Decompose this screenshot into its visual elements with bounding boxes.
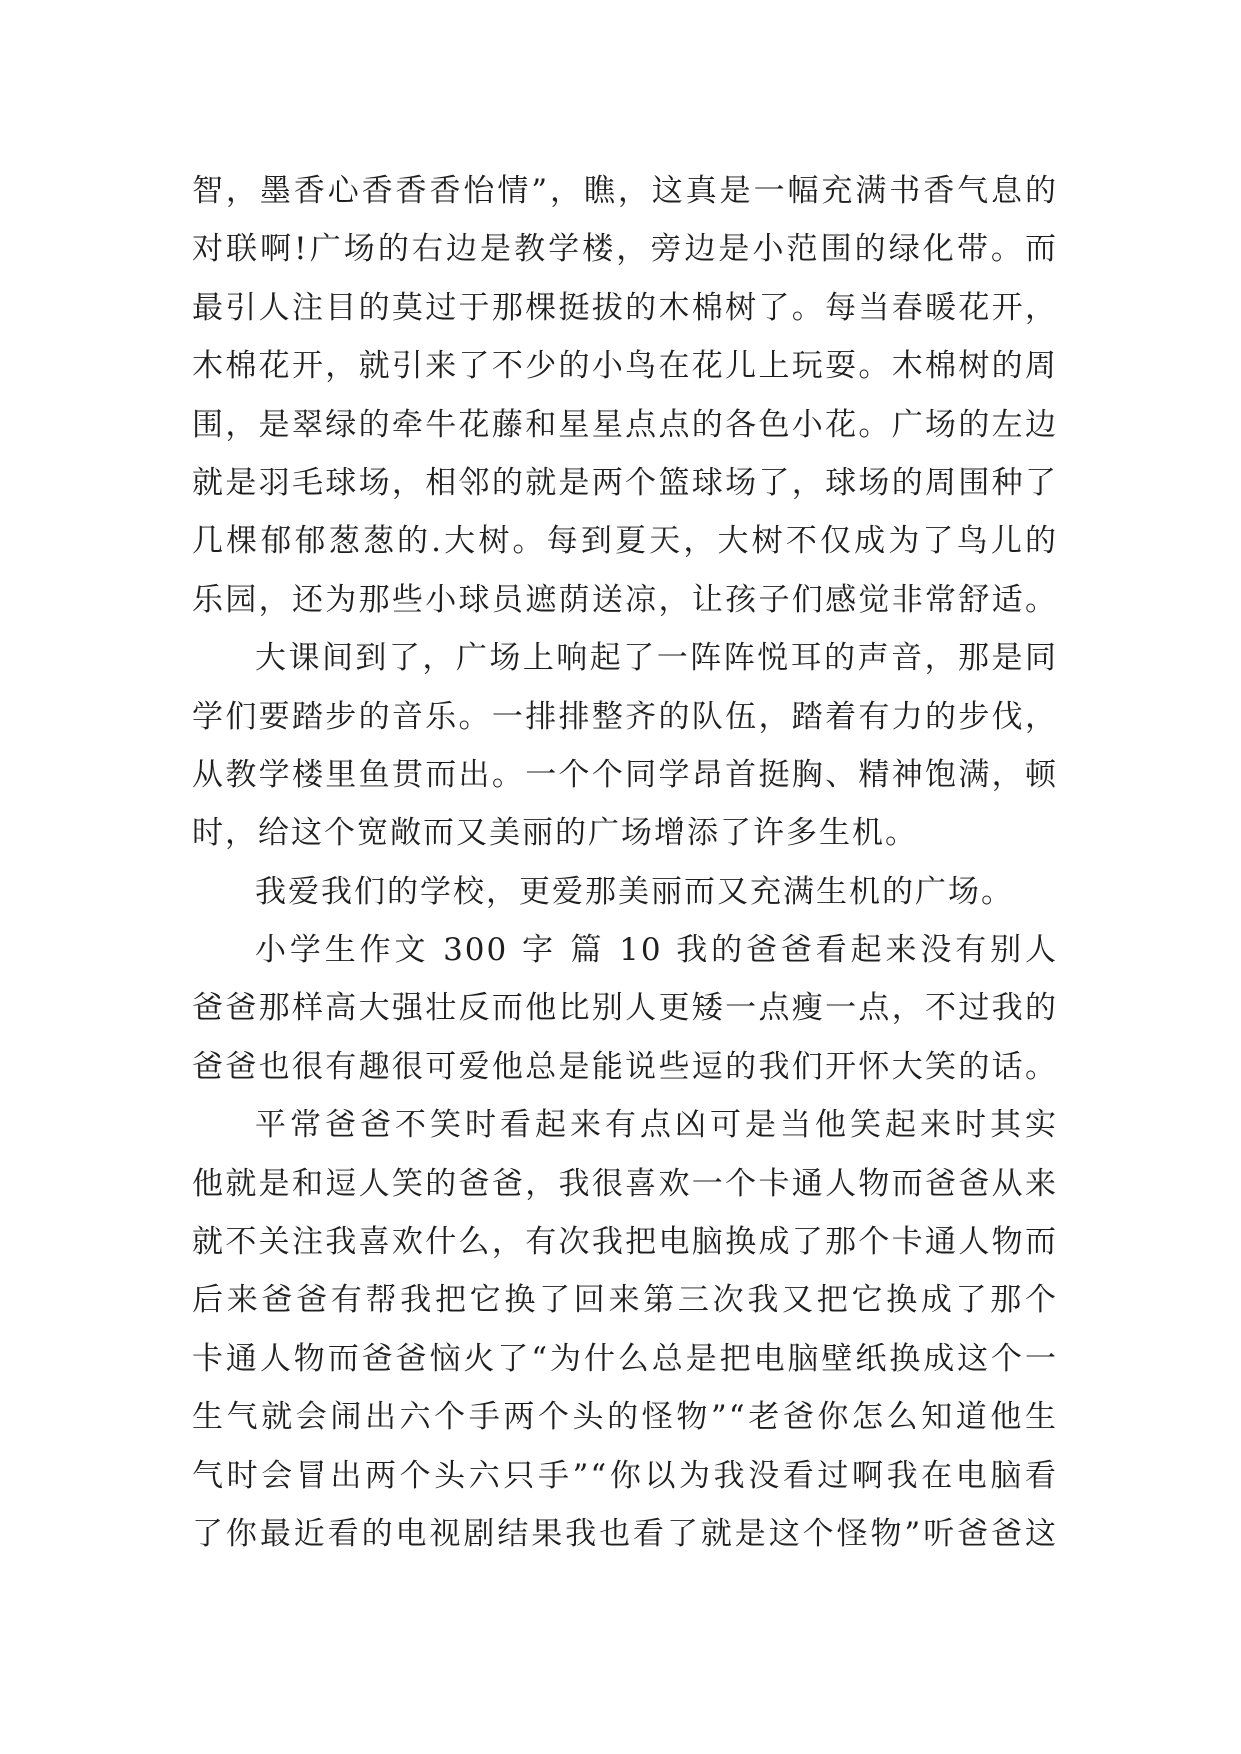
paragraph-start-line: 平常爸爸不笑时看起来有点凶可是当他笑起来时其实 — [255, 1107, 1058, 1144]
section-heading-line: 小学生作文 300 字 篇 10 我的爸爸看起来没有别人 — [255, 932, 1058, 969]
text-line: 从教学楼里鱼贯而出。一个个同学昂首挺胸、精神饱满，顿 — [192, 756, 1058, 793]
paragraph-start-line: 大课间到了，广场上响起了一阵阵悦耳的声音，那是同 — [255, 640, 1058, 677]
text-line: 就是羽毛球场，相邻的就是两个篮球场了，球场的周围种了 — [192, 464, 1058, 501]
text-line: 几棵郁郁葱葱的.大树。每到夏天，大树不仅成为了鸟儿的 — [192, 523, 1058, 560]
paragraph-end-line: 时，给这个宽敞而又美丽的广场增添了许多生机。 — [192, 815, 918, 852]
text-line: 了你最近看的电视剧结果我也看了就是这个怪物”听爸爸这 — [192, 1515, 1058, 1552]
text-line: 他就是和逗人笑的爸爸，我很喜欢一个卡通人物而爸爸从来 — [192, 1165, 1058, 1202]
paragraph-single-line: 我爱我们的学校，更爱那美丽而又充满生机的广场。 — [255, 873, 1014, 910]
text-line: 围，是翠绿的牵牛花藤和星星点点的各色小花。广场的左边 — [192, 406, 1058, 443]
text-line: 生气就会闹出六个手两个头的怪物”“老爸你怎么知道他生 — [192, 1399, 1058, 1436]
text-line: 木棉花开，就引来了不少的小鸟在花儿上玩耍。木棉树的周 — [192, 348, 1058, 385]
text-line: 智，墨香心香香香怡情”，瞧，这真是一幅充满书香气息的 — [192, 173, 1058, 209]
text-line: 后来爸爸有帮我把它换了回来第三次我又把它换成了那个 — [192, 1282, 1058, 1319]
essay-text — [192, 162, 1058, 1563]
text-line: 乐园，还为那些小球员遮荫送凉，让孩子们感觉非常舒适。 — [192, 581, 1058, 618]
text-line: 卡通人物而爸爸恼火了“为什么总是把电脑壁纸换成这个一 — [192, 1340, 1058, 1377]
text-line: 就不关注我喜欢什么，有次我把电脑换成了那个卡通人物而 — [192, 1224, 1058, 1261]
text-line: 爸爸那样高大强壮反而他比别人更矮一点瘦一点，不过我的 — [192, 990, 1058, 1027]
text-line: 学们要踏步的音乐。一排排整齐的队伍，踏着有力的步伐， — [192, 698, 1058, 735]
text-line: 爸爸也很有趣很可爱他总是能说些逗的我们开怀大笑的话。 — [192, 1048, 1058, 1085]
text-line: 对联啊!广场的右边是教学楼，旁边是小范围的绿化带。而 — [192, 231, 1058, 268]
text-line: 最引人注目的莫过于那棵挺拔的木棉树了。每当春暖花开， — [192, 289, 1058, 326]
text-line: 气时会冒出两个头六只手”“你以为我没看过啊我在电脑看 — [192, 1457, 1058, 1494]
